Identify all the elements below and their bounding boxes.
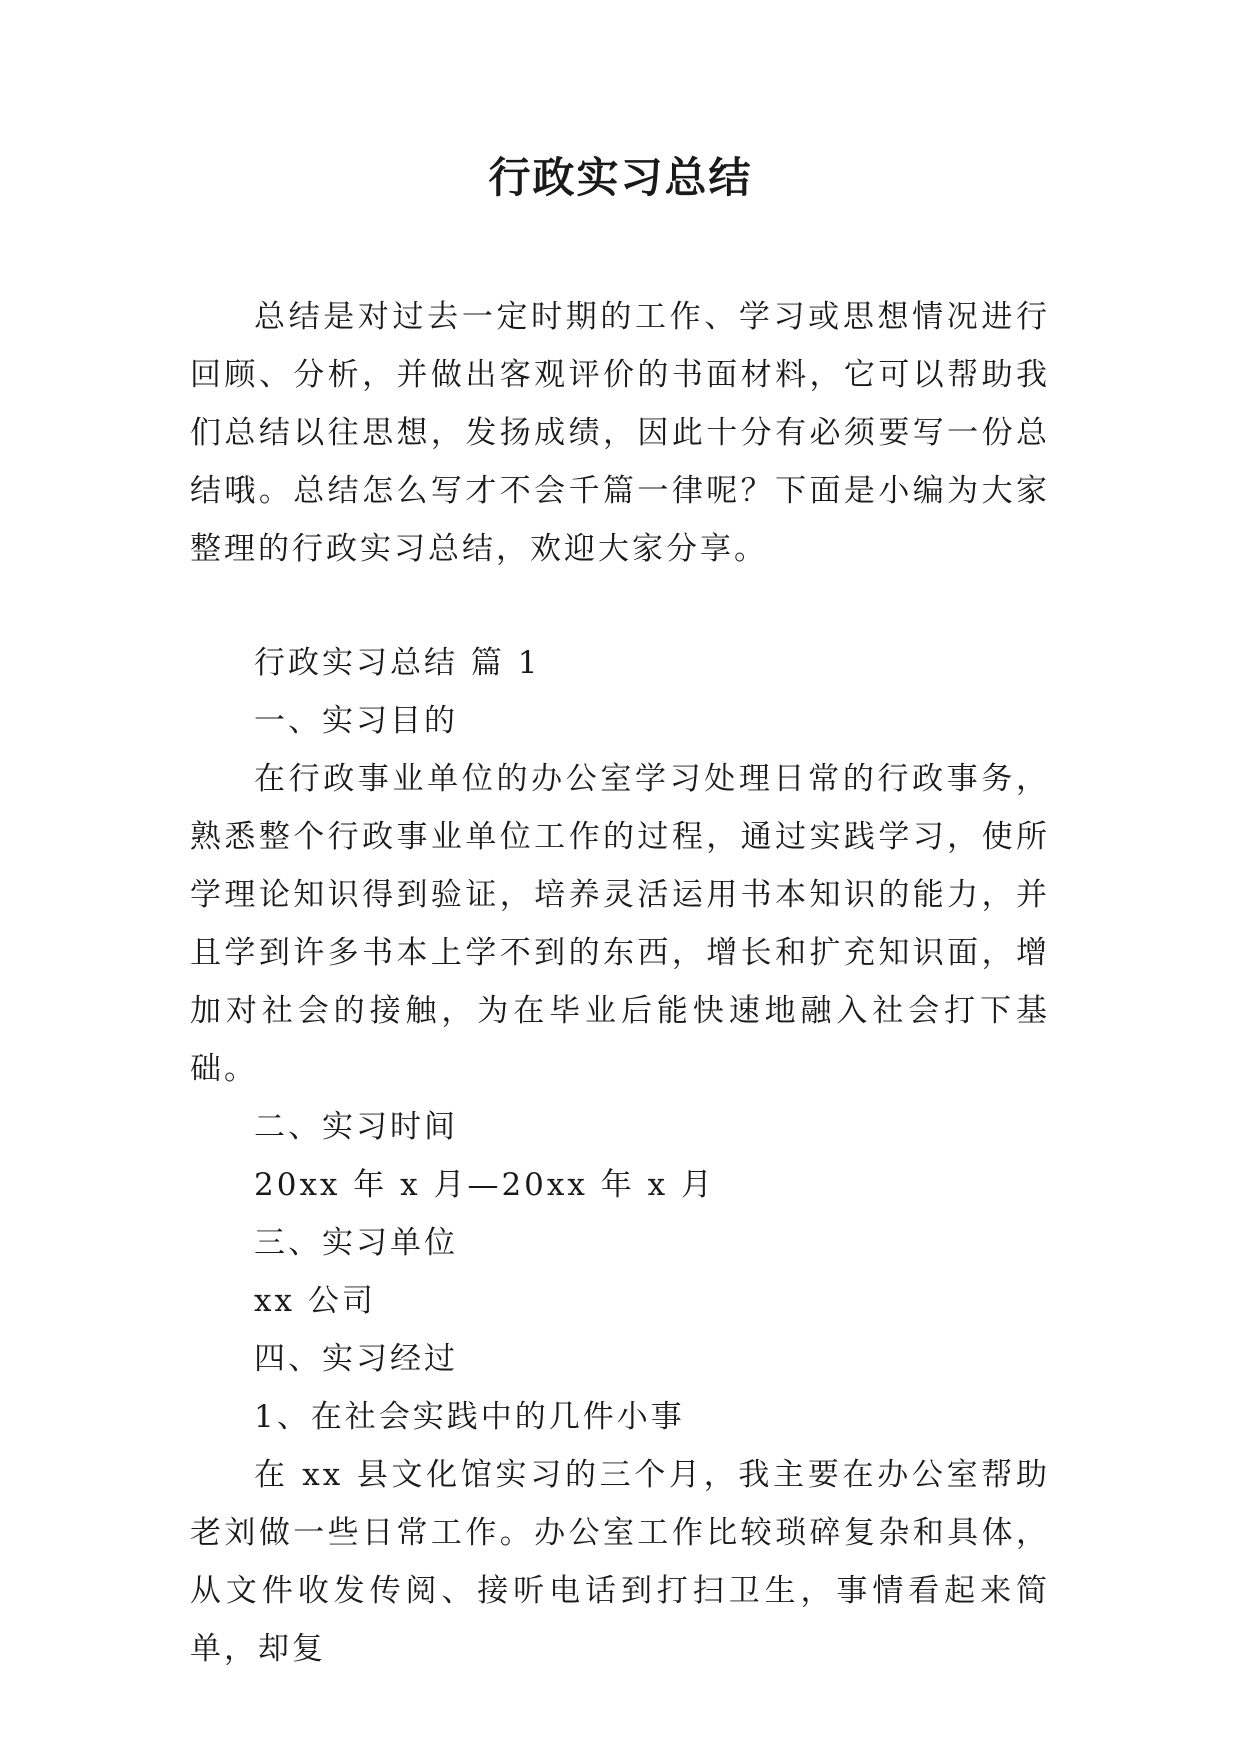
- unit-value: xx 公司: [254, 1283, 376, 1319]
- intro-section: [190, 288, 1050, 578]
- purpose-paragraph: 在行政事业单位的办公室学习处理日常的行政事务，熟悉整个行政事业单位工作的过程，通过实践学习，使所学理论知识得到验证，培养灵活运用书本知识的能力，并且学到许多书本上学不到的东西，增长和扩充知识面，增加对社会的接触，为在毕业后能快速地融入社会打下基础。: [190, 761, 1050, 1087]
- intro-paragraph: 总结是对过去一定时期的工作、学习或思想情况进行回顾、分析，并做出客观评价的书面材料，它可以帮助我们总结以往思想，发扬成绩，因此十分有必须要写一份总结哦。总结怎么写才不会千篇一律呢？下面是小编为大家整理的行政实习总结，欢迎大家分享。: [190, 299, 1050, 567]
- document-title: 行政实习总结: [488, 153, 753, 202]
- content-section: [190, 634, 1050, 1678]
- time-value: 20xx 年 x 月—20xx 年 x 月: [254, 1167, 715, 1203]
- process-subheading: 1、在社会实践中的几件小事: [254, 1399, 685, 1435]
- time-heading: 二、实习时间: [254, 1109, 458, 1145]
- unit-heading: 三、实习单位: [254, 1225, 458, 1261]
- process-heading: 四、实习经过: [254, 1341, 458, 1377]
- section-heading: 行政实习总结 篇 1: [254, 645, 541, 681]
- process-paragraph: 在 xx 县文化馆实习的三个月，我主要在办公室帮助老刘做一些日常工作。办公室工作比较琐碎复杂和具体，从文件收发传阅、接听电话到打扫卫生，事情看起来简单，却复: [190, 1457, 1050, 1667]
- purpose-heading: 一、实习目的: [254, 703, 458, 739]
